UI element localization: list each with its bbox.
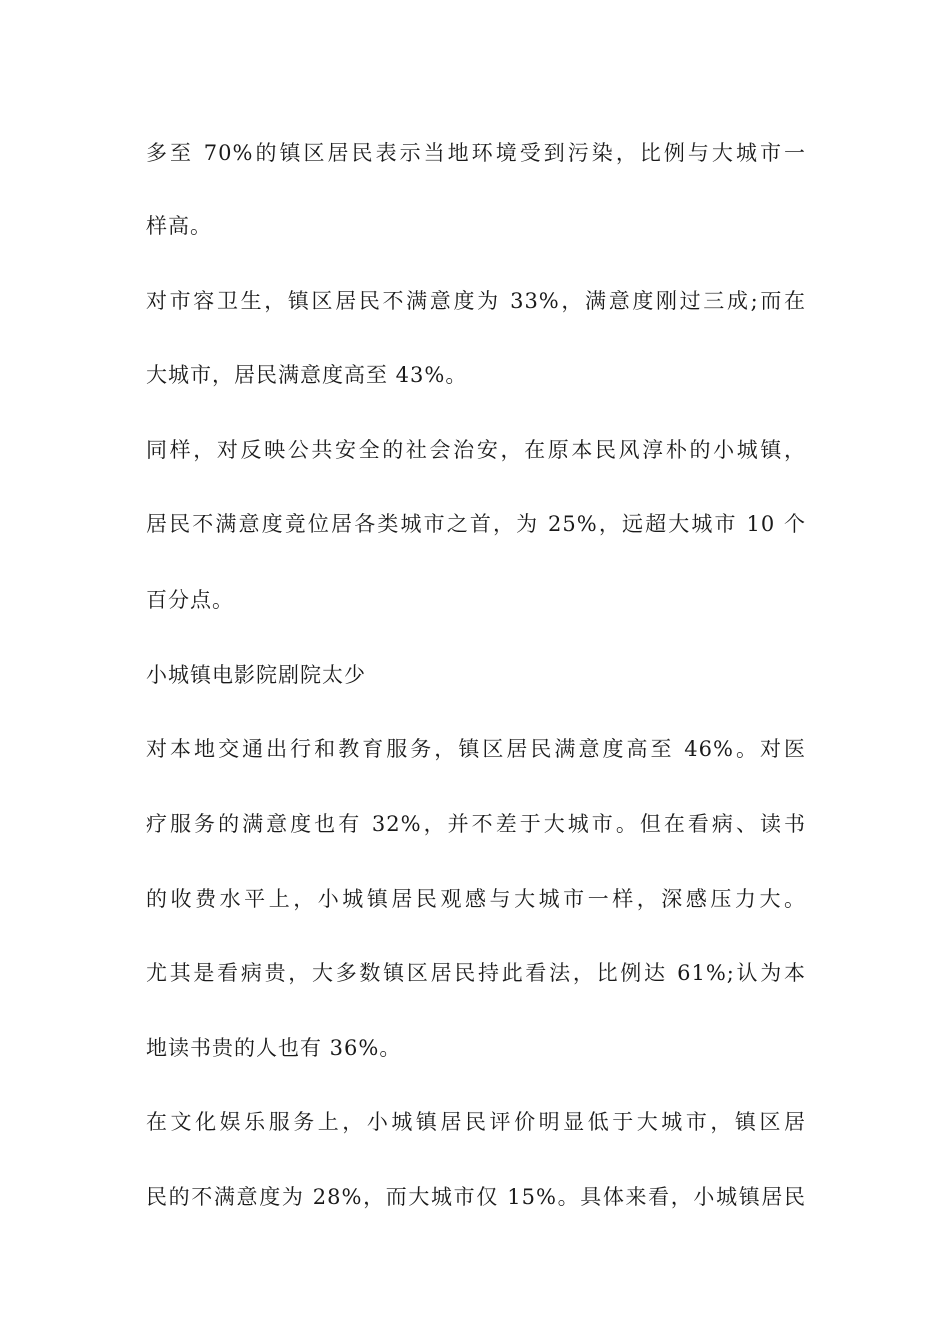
section-heading: 小城镇电影院剧院太少 [146,663,366,687]
text-line: 同样，对反映公共安全的社会治安，在原本民风淳朴的小城镇， [146,438,806,462]
text-line: 的收费水平上，小城镇居民观感与大城市一样，深感压力大。 [146,887,806,911]
text-line: 百分点。 [146,588,234,612]
text-line: 对市容卫生，镇区居民不满意度为 33%，满意度刚过三成;而在 [146,289,806,313]
text-line: 对本地交通出行和教育服务，镇区居民满意度高至 46%。对医 [146,737,806,761]
text-line: 居民不满意度竟位居各类城市之首，为 25%，远超大城市 10 个 [146,512,806,536]
text-line: 地读书贵的人也有 36%。 [146,1036,402,1060]
text-line: 民的不满意度为 28%，而大城市仅 15%。具体来看，小城镇居民 [146,1185,806,1209]
text-line: 大城市，居民满意度高至 43%。 [146,363,468,387]
text-line: 在文化娱乐服务上，小城镇居民评价明显低于大城市，镇区居 [146,1110,806,1134]
text-line: 疗服务的满意度也有 32%，并不差于大城市。但在看病、读书 [146,812,806,836]
text-line: 尤其是看病贵，大多数镇区居民持此看法，比例达 61%;认为本 [146,961,806,985]
text-line: 多至 70%的镇区居民表示当地环境受到污染，比例与大城市一 [146,141,806,165]
text-line: 样高。 [146,214,212,238]
